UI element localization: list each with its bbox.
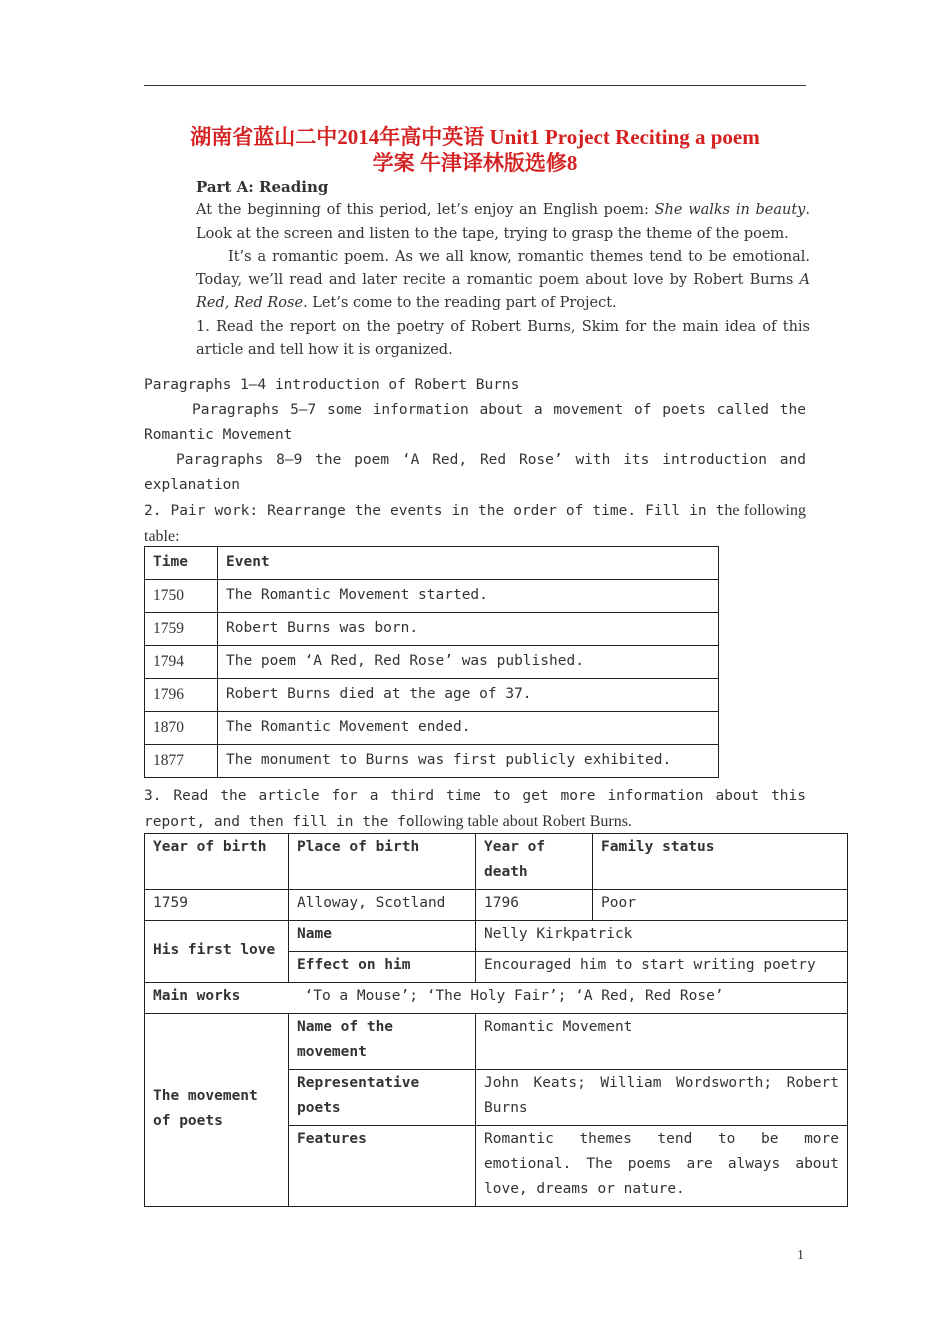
header-time: Time — [145, 547, 218, 580]
header-event: Event — [218, 547, 719, 580]
question-2: 2. Pair work: Rearrange the events in the order of time. Fill in the following table: — [144, 502, 806, 545]
part-a-paragraph-1: At the beginning of this period, let’s enjoy an English poem: She walks in beauty. Look at the screen and listen to the tape, trying to grasp the theme of the poem. — [196, 202, 810, 242]
table-row: 1877 The monument to Burns was first publicly exhibited. — [145, 745, 719, 778]
question-1: 1. Read the report on the poetry of Robert Burns, Skim for the main idea of this article and tell how it is organized. — [196, 318, 810, 359]
table-row — [145, 834, 848, 890]
table-row: 1796 Robert Burns died at the age of 37. — [145, 679, 719, 712]
header-place-of-birth: Place of birth — [289, 834, 476, 890]
table-row — [145, 983, 848, 1014]
table-row: 1759 Robert Burns was born. — [145, 613, 719, 646]
title-line-1: 湖南省蓝山二中2014年高中英语 Unit1 Project Reciting a poem — [190, 125, 760, 149]
header-family-status: Family status — [593, 834, 848, 890]
document-title — [144, 124, 806, 176]
page-number: 1 — [797, 1248, 804, 1263]
outline-item-3: Paragraphs 8—9 the poem ‘A Red, Red Rose’ with its introduction and explanation — [144, 452, 806, 493]
question-3: 3. Read the article for a third time to get more information about this report, and then fill in the following table about Robert Burns. — [144, 788, 806, 830]
burns-info-table — [144, 833, 848, 1207]
header-year-of-birth: Year of birth — [145, 834, 289, 890]
table-row: His first love Name Nelly Kirkpatrick — [145, 921, 848, 952]
table-row: Effect on him Encouraged him to start writing poetry — [145, 952, 848, 983]
table-header-row — [145, 547, 719, 580]
outline-item-2: Paragraphs 5—7 some information about a movement of poets called the Romantic Movement — [144, 402, 806, 443]
part-a-paragraph-2: It’s a romantic poem. As we all know, romantic themes tend to be emotional. Today, we’ll read and later recite a romantic poem about love by Robert Burns A Red, Red Rose. Let’s come to the reading part of Project. — [196, 248, 810, 312]
timeline-table — [144, 546, 719, 778]
paragraph-outline — [144, 373, 806, 550]
table-row: 1870 The Romantic Movement ended. — [145, 712, 719, 745]
table-row: 1794 The poem ‘A Red, Red Rose’ was published. — [145, 646, 719, 679]
table-row: 1750 The Romantic Movement started. — [145, 580, 719, 613]
part-a-section — [196, 176, 810, 362]
table-row: Representative poets John Keats; William Wordsworth; Robert Burns — [145, 1070, 848, 1126]
part-a-heading: Part A: Reading — [196, 178, 329, 196]
first-love-label: His first love — [145, 921, 289, 983]
movement-label: The movement of poets — [145, 1014, 289, 1207]
title-line-2: 学案 牛津译林版选修8 — [372, 151, 578, 175]
header-year-of-death: Year of death — [476, 834, 593, 890]
poem-title-she-walks: She walks in beauty — [654, 202, 806, 219]
main-works-label: Main works — [145, 983, 289, 1014]
header-rule — [144, 85, 806, 86]
table-row: The movement of poets Name of the movement Romantic Movement — [145, 1014, 848, 1070]
main-works-value: ‘To a Mouse’; ‘The Holy Fair’; ‘A Red, Red Rose’ — [289, 983, 848, 1014]
table-row: Features Romantic themes tend to be more emotional. The poems are always about love, dreams or nature. — [145, 1126, 848, 1207]
poem-title-red-rose: A Red, Red Rose — [196, 272, 810, 312]
table-row: 1759 Alloway, Scotland 1796 Poor — [145, 890, 848, 921]
outline-item-1: Paragraphs 1—4 introduction of Robert Burns — [144, 377, 520, 393]
